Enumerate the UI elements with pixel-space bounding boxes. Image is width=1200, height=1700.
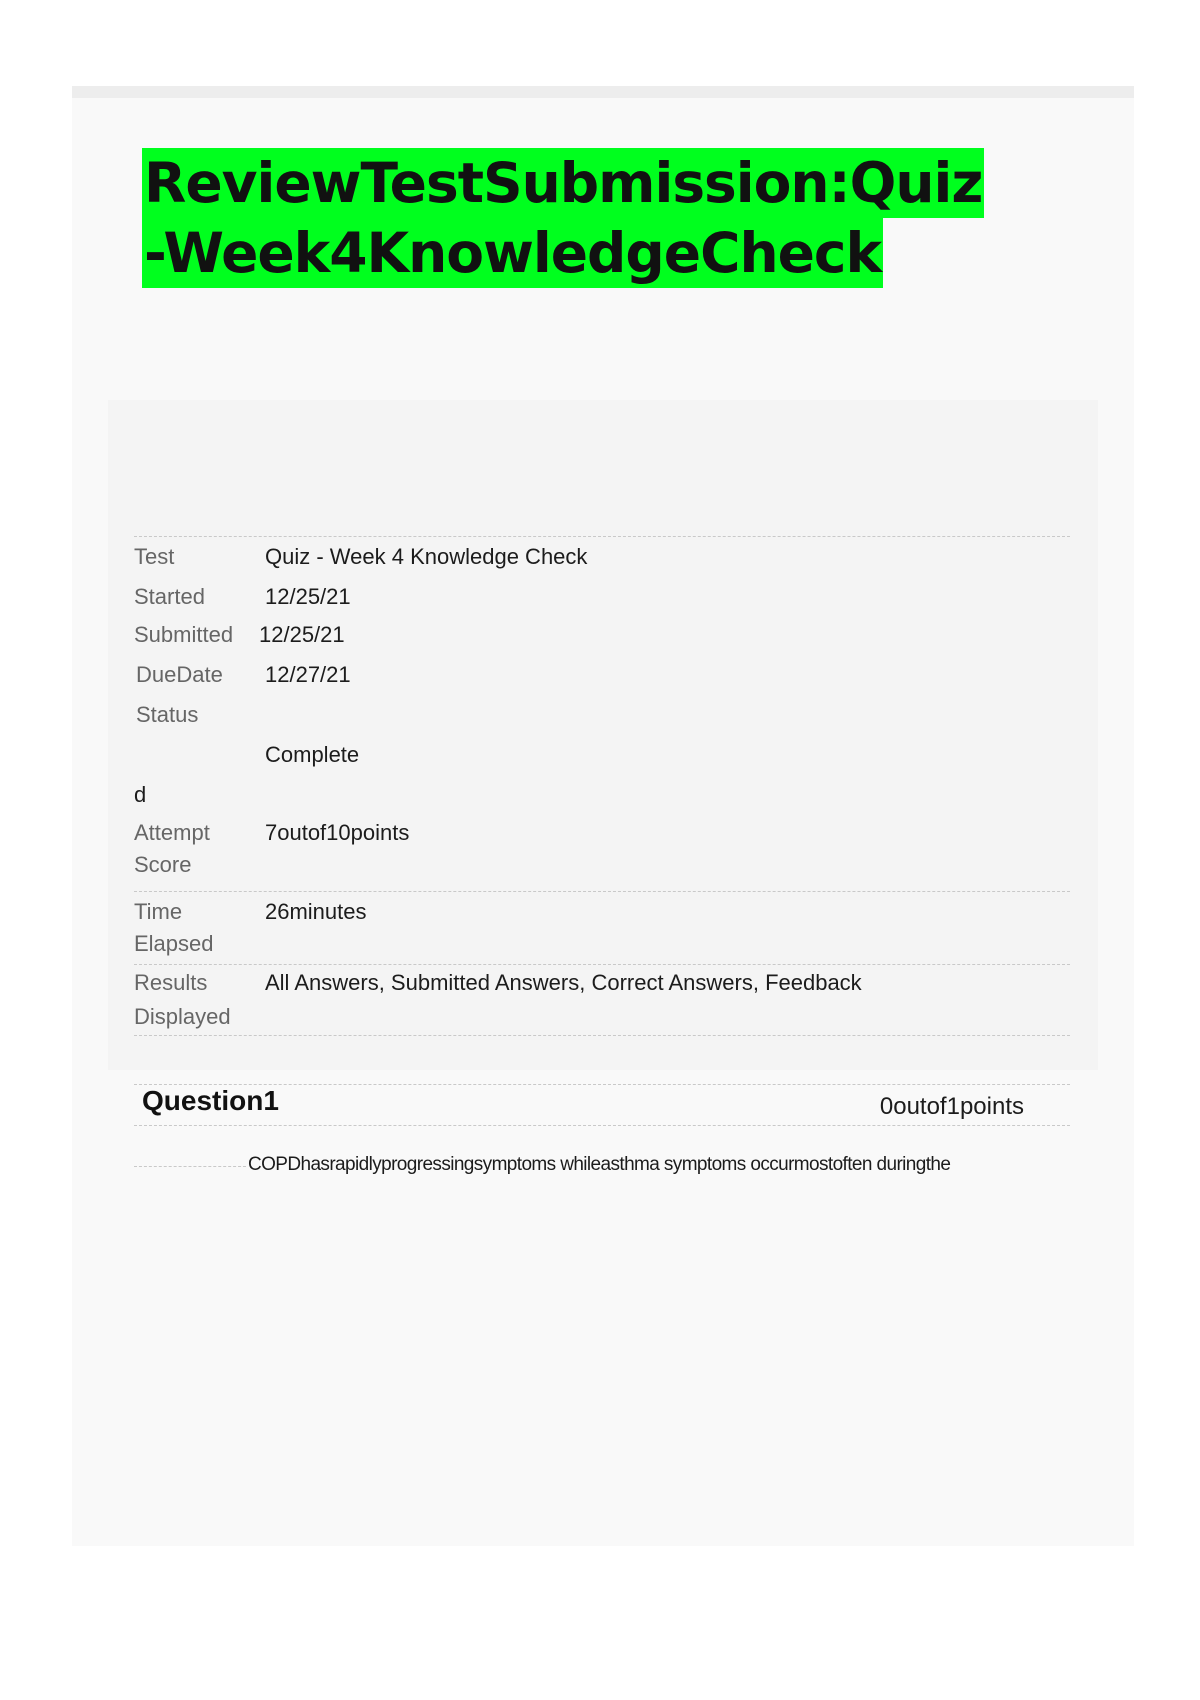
detail-row-time-elapsed (134, 892, 1070, 965)
results-displayed-value: All Answers, Submitted Answers, Correct Answers, Feedback (265, 970, 862, 995)
page-title-line-1: ReviewTestSubmission:Quiz (142, 148, 984, 218)
time-elapsed-label-line-2: Elapsed (134, 931, 214, 956)
detail-row-test (134, 537, 1070, 577)
attempt-score-value: 7outof10points (265, 820, 410, 845)
status-label: Status (136, 702, 199, 727)
detail-row-submitted (134, 617, 1070, 657)
document-page (72, 86, 1134, 1546)
due-date-value: 12/27/21 (265, 662, 351, 687)
submission-details-panel (108, 400, 1098, 1070)
submitted-label: Submitted (134, 622, 234, 647)
attempt-score-label-line-1: Attempt (134, 820, 210, 845)
status-value-wrap: d (134, 782, 147, 807)
question-header (134, 1084, 1070, 1126)
question-feedback (134, 1150, 1084, 1180)
detail-row-status (134, 697, 1070, 817)
results-displayed-label-line-1: Results (134, 970, 208, 995)
test-label: Test (134, 544, 175, 569)
detail-row-results-displayed (134, 965, 1070, 1036)
time-elapsed-value: 26minutes (265, 899, 367, 924)
page-title-line-2: -Week4KnowledgeCheck (142, 218, 883, 288)
results-displayed-label-line-2: Displayed (134, 1004, 231, 1029)
feedback-text: COPDhasrapidlyprogressingsymptoms whileasthma symptoms occurmostoften duringthe (248, 1154, 951, 1175)
submitted-value: 12/25/21 (259, 622, 345, 647)
time-elapsed-label-line-1: Time (134, 899, 183, 924)
page-title (142, 148, 1042, 288)
question-points: 0outof1points (879, 1093, 1024, 1120)
detail-row-due-date (134, 657, 1070, 697)
test-value: Quiz - Week 4 Knowledge Check (265, 544, 588, 569)
attempt-score-label-line-2: Score (134, 852, 192, 877)
submission-details-table (134, 536, 1070, 1036)
question-title: Question1 (142, 1085, 279, 1116)
status-value: Complete (265, 742, 360, 767)
due-date-label: DueDate (136, 662, 223, 687)
detail-row-attempt-score (134, 817, 1070, 892)
started-value: 12/25/21 (265, 584, 351, 609)
detail-row-started (134, 577, 1070, 617)
started-label: Started (134, 584, 205, 609)
feedback-divider (134, 1166, 246, 1167)
